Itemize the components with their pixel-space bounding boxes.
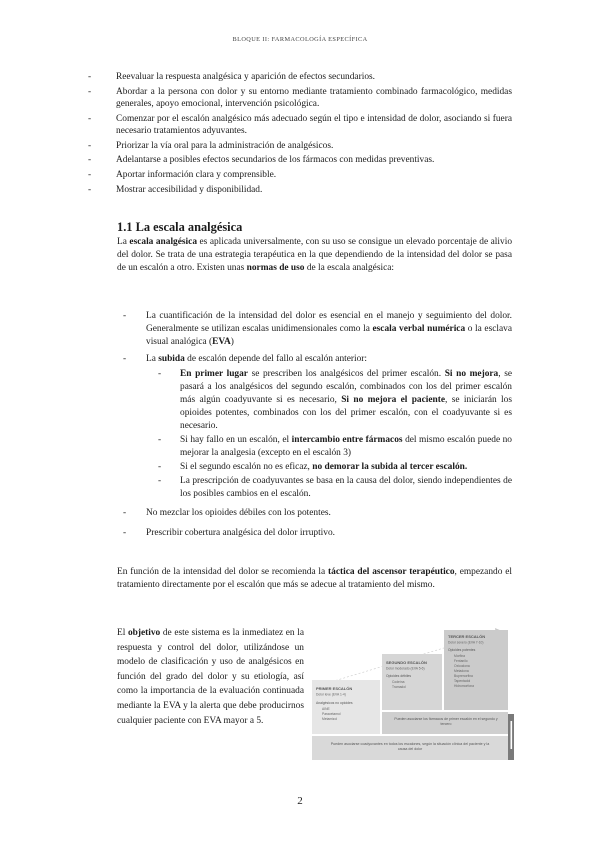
step-1-item: Metamizol [322, 717, 338, 721]
step-2-title: SEGUNDO ESCALÓN [386, 660, 427, 665]
objective-paragraph: El objetivo de este sistema es la inmediatez en la respuesta y control del dolor, utilizándose un modelo de clasificación y uso de analgésicos en función del grado del dolor y su etiología, así como la importancia de la evaluación continuada mediante la EVA y la alerta que debe producirnos cualquier paciente con EVA mayor a 5. [117, 628, 304, 726]
list-item: - Prescribir cobertura analgésica del dolor irruptivo. [123, 527, 512, 540]
list-item: - La cuantificación de la intensidad del dolor es esencial en el manejo y seguimiento del dolor. Generalmente se utilizan escalas unidimensionales como la escala verbal numérica o la esclava visual analógica (EVA) [123, 310, 512, 349]
sub-rules-list [158, 368, 512, 501]
first-step-band-label-box [394, 713, 498, 733]
step-3-group: Opioides potentes [448, 648, 476, 652]
list-item: - Reevaluar la respuesta analgésica y aparición de efectos secundarios. [88, 71, 512, 83]
step-2-subtitle: Dolor moderado (EVA 5-6) [386, 666, 425, 671]
list-item: - La prescripción de coadyuvantes se basa en la causa del dolor, siendo independientes de los posibles cambios en el escalón. [158, 475, 512, 501]
emphasis: normas de uso [246, 263, 305, 273]
emphasis: objetivo [127, 628, 161, 638]
emphasis: escala verbal numérica [372, 324, 466, 334]
step-3-item: Morfina [454, 654, 465, 658]
emphasis: táctica del ascensor terapéutico [328, 567, 455, 577]
step-1-group: Analgésicos no opioides [316, 701, 353, 705]
list-item: - Aportar información clara y comprensible. [88, 169, 512, 181]
page-number: 2 [297, 795, 303, 807]
section-title: 1.1 La escala analgésica [117, 220, 243, 234]
emphasis: Si no mejora el paciente [341, 395, 446, 405]
list-item: - Mostrar accesibilidad y disponibilidad. [88, 184, 512, 196]
step-1-item: AINE [322, 707, 330, 711]
step-2-item: Codeína [392, 680, 405, 684]
list-item: - Comenzar por el escalón analgésico más adecuado según el tipo e intensidad de dolor, asociando si fuera necesario tratamientos adyuvantes. [88, 113, 512, 138]
emphasis: EVA [212, 337, 231, 347]
list-item: - Adelantarse a posibles efectos secundarios de los fármacos con medidas preventivas. [88, 154, 512, 166]
step-3-item: Buprenorfina [454, 674, 473, 678]
intro-paragraph: La escala analgésica es aplicada universalmente, con su uso se consigue un elevado porcentaje de alivio del dolor. Se trata de una estrategia terapéutica en la que dependiendo de la intensidad del dolor se pasa de un escalón a otro. Existen unas normas de uso de la escala analgésica: [117, 237, 513, 273]
list-item: - Priorizar la vía oral para la administración de analgésicos. [88, 140, 512, 152]
list-item: - En primer lugar se prescriben los analgésicos del primer escalón. Si no mejora, se pasará a los analgésicos del segundo escalón, combinados con los del primer escalón más algún coadyuvante si es necesario, Si no mejora el paciente, se iniciarán los opioides potentes, combinados con los del primer escalón, con el coadyuvante si es necesario. [158, 368, 512, 433]
coadjuvant-band-label: Pueden asociarse coadyuvantes en todos los escalones, según la situación clínica del paciente y la causa del dolor [330, 742, 490, 751]
list-item: - No mezclar los opioides débiles con los potentes. [123, 507, 512, 520]
page-header: BLOQUE II: FARMACOLOGÍA ESPECÍFICA [232, 36, 368, 43]
emphasis: escala analgésica [129, 237, 198, 247]
step-2-group: Opioides débiles [386, 674, 412, 678]
first-step-band-label: Pueden asociarse los fármacos de primer escalón en el segundo y tercero [394, 717, 498, 726]
emphasis: Si no mejora [444, 369, 499, 379]
step-3-item: Hidromorfona [454, 684, 474, 688]
step-3-item: Fentanilo [454, 659, 468, 663]
emphasis: En primer lugar [180, 369, 248, 379]
step-1-subtitle: Dolor leve (EVA 1-4) [316, 692, 346, 697]
emphasis: intercambio entre fármacos [291, 435, 403, 445]
step-1-title: PRIMER ESCALÓN [316, 686, 353, 691]
step-3-item: Tapentadol [454, 679, 471, 683]
step-3-title: TERCER ESCALÓN [448, 634, 486, 639]
step-3-item: Metadona [454, 669, 469, 673]
emphasis: subida [158, 354, 185, 364]
list-item: - Abordar a la persona con dolor y su entorno mediante tratamiento combinado farmacológico, medidas generales, apoyo emocional, intervención psicológica. [88, 86, 512, 111]
emphasis: no demorar la subida al tercer escalón. [312, 462, 468, 472]
step-2-item: Tramadol [392, 685, 406, 689]
list-item: - Si hay fallo en un escalón, el intercambio entre fármacos del mismo escalón puede no mejorar la analgesia (excepto en el escalón 3) [158, 434, 512, 460]
analgesic-ladder-diagram [312, 624, 514, 764]
tactic-paragraph: En función de la intensidad del dolor se recomienda la táctica del ascensor terapéutico, empezando el tratamiento directamente por el escalón que más se adecue al tratamiento del mismo. [117, 567, 512, 590]
step-3-item: Oxicodona [454, 664, 470, 668]
list-item: - Si el segundo escalón no es eficaz, no demorar la subida al tercer escalón. [158, 461, 512, 474]
list-item: - La subida de escalón depende del fallo al escalón anterior: - En primer lugar se prescriben los analgésicos del primer escalón. Si no mejora, se pasará a los analgésicos del segundo escalón, combinados con los del primer escalón más algún coadyuvante si es necesario, Si no mejora el paciente, se iniciarán los opioides potentes, combinados con los del primer escalón, con el coadyuvante si es necesario. - Si hay fallo en un escalón, el intercambio entre fármacos del mismo escalón puede no mejorar la analgesia (excepto en el escalón 3) - Si el segundo escalón no es eficaz, no demorar la subida al tercer escalón. - La prescripción de coadyuvantes se basa en la causa del dolor, siendo independientes de los posibles cambios en el escalón. [123, 353, 512, 501]
step-1-item: Paracetamol [322, 712, 341, 716]
step-3-subtitle: Dolor severo (EVA 7-10) [448, 640, 484, 645]
coadjuvant-band-label-box [326, 736, 494, 760]
top-bullet-list [88, 71, 512, 198]
rules-list [123, 310, 512, 540]
